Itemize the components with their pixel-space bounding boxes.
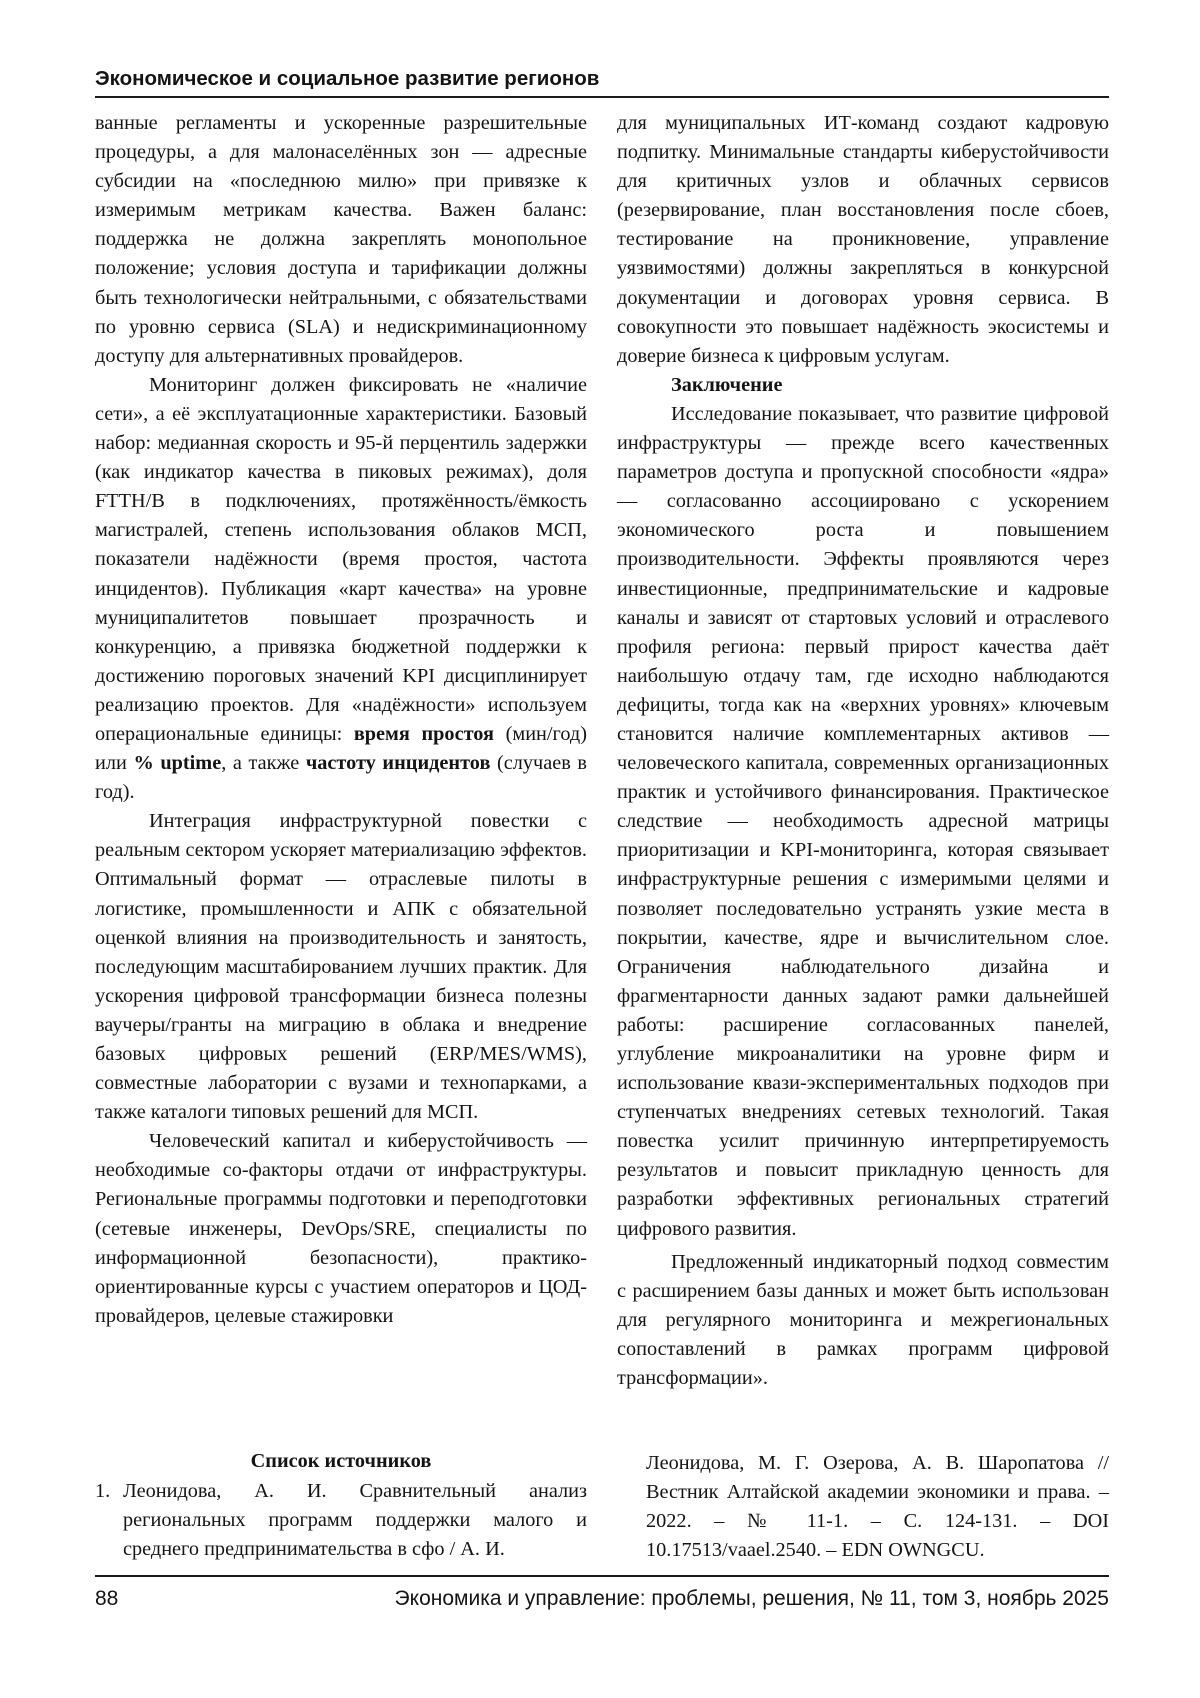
paragraph: Человеческий капитал и киберустойчивость — необходимые со-факторы отдачи от инфраструктуры. Региональные программы подготовки и переподготовки (сетевые инженеры, DevOps/SRE, специалисты по информационной безопасности), практико-ориентированные курсы с участием операторов и ЦОД-провайдеров, целевые стажировки — [95, 1130, 587, 1327]
paragraph-text: (случаев в год). — [95, 752, 588, 804]
right-column — [617, 109, 1109, 1393]
paragraph: Предложенный индикаторный подход совместим с расширением базы данных и может быть использован для регулярного мониторинга и межрегиональных сопоставлений в рамках программ цифровой трансформации». — [617, 1250, 1109, 1390]
paragraph: Исследование показывает, что развитие цифровой инфраструктуры — прежде всего качественных параметров доступа и пропускной способности «ядра» — согласованно ассоциировано с ускорением экономического роста и повышением производительности. Эффекты проявляются через инвестиционные, предпринимательские и кадровые каналы и зависят от стартовых условий и отраслевого профиля региона: первый прирост качества даёт наибольшую отдачу там, где исходно наблюдаются дефициты, тогда как на «верхних уровнях» ключевым становится наличие комплементарных активов — человеческого капитала, современных организационных практик и устойчивого финансирования. Практическое следствие — необходимость адресной матрицы приоритизации и KPI-мониторинга, которая связывает инфраструктурные решения с измеримыми целями и позволяет последовательно устранять узкие места в покрытии, качестве, ядре и вычислительном слое. Ограничения наблюдательного дизайна и фрагментарности данных задают рамки дальнейшей работы: расширение согласованных панелей, углубление микроаналитики на уровне фирм и использование квази-экспериментальных подходов при ступенчатых внедрениях сетевых технологий. Такая повестка усилит причинную интерпретируемость результатов и повысит прикладную ценность для разработки эффективных региональных стратегий цифрового развития. — [617, 402, 1109, 1240]
paragraph: Интеграция инфраструктурной повестки с реальным сектором ускоряет материализацию эффектов. Оптимальный формат — отраслевые пилоты в логистике, промышленности и АПК с обязательной оценкой влияния на производительность и занятость, последующим масштабированием лучших практик. Для ускорения цифровой трансформации бизнеса полезны ваучеры/гранты на миграцию в облака и внедрение базовых цифровых решений (ERP/MES/WMS), совместные лаборатории с вузами и технопарками, а также каталоги типовых решений для МСП. — [95, 810, 587, 1124]
footer-rule — [95, 1575, 1109, 1577]
reference-continuation: Леонидова, М. Г. Озерова, А. В. Шаропатова // Вестник Алтайской академии экономики и права. – 2022. – № 11-1. – С. 124-131. – DOI 10.17513/vaael.2540. – EDN OWNGCU. — [646, 1452, 1109, 1562]
bold-term: % uptime — [133, 752, 222, 775]
journal-footer: Экономика и управление: проблемы, решения, № 11, том 3, ноябрь 2025 — [394, 1587, 1109, 1610]
paragraph: ванные регламенты и ускоренные разрешительные процедуры, а для малонаселённых зон — адресные субсидии на «последнюю милю» при привязке к измеримым метрикам качества. Важен баланс: поддержка не должна закреплять монопольное положение; условия доступа и тарификации должны быть технологически нейтральными, с обязательствами по уровню сервиса (SLA) и недискриминационному доступу для альтернативных провайдеров. — [95, 112, 587, 367]
paragraph-text: , а также — [221, 752, 306, 775]
reference-number: 1. — [95, 1480, 111, 1502]
page-number: 88 — [95, 1587, 119, 1610]
bold-term: частоту инцидентов — [305, 752, 491, 775]
left-column — [95, 109, 587, 1331]
references-heading: Список источников — [250, 1450, 432, 1472]
paragraph: для муниципальных ИТ-команд создают кадровую подпитку. Минимальные стандарты киберустойчивости для критичных узлов и облачных сервисов (резервирование, план восстановления после сбоев, тестирование на проникновение, управление уязвимостями) должны закрепляться в конкурсной документации и договорах уровня сервиса. В совокупности это повышает надёжность экосистемы и доверие бизнеса к цифровым услугам. — [617, 112, 1109, 367]
running-title: Экономическое и социальное развитие регионов — [95, 67, 600, 90]
reference-text: Леонидова, А. И. Сравнительный анализ региональных программ поддержки малого и среднего предпринимательства в сфо / А. И. — [123, 1480, 587, 1561]
bold-term: время простоя — [353, 722, 494, 745]
references-list — [95, 1477, 587, 1564]
paragraph-monitoring — [95, 371, 587, 807]
header-rule — [95, 96, 1109, 98]
conclusion-heading: Заключение — [671, 373, 783, 396]
paragraph-text: (мин/год) или — [95, 722, 587, 775]
reference-item — [95, 1477, 587, 1564]
paragraph-text: Мониторинг должен фиксировать не «наличие сети», а её эксплуатационные характеристики. Базовый набор: медианная скорость и 95-й перцентиль задержки (как индикатор качества в пиковых режимах), доля FTTH/B в подключениях, протяжённость/ёмкость магистралей, степень использования облаков МСП, показатели надёжности (время простоя, частота инцидентов). Публикация «карт качества» на уровне муниципалитетов повышает прозрачность и конкуренцию, а привязка бюджетной поддержки к достижению пороговых значений KPI дисциплинирует реализацию проектов. Для «надёжности» используем операциональные единицы: — [95, 373, 587, 745]
